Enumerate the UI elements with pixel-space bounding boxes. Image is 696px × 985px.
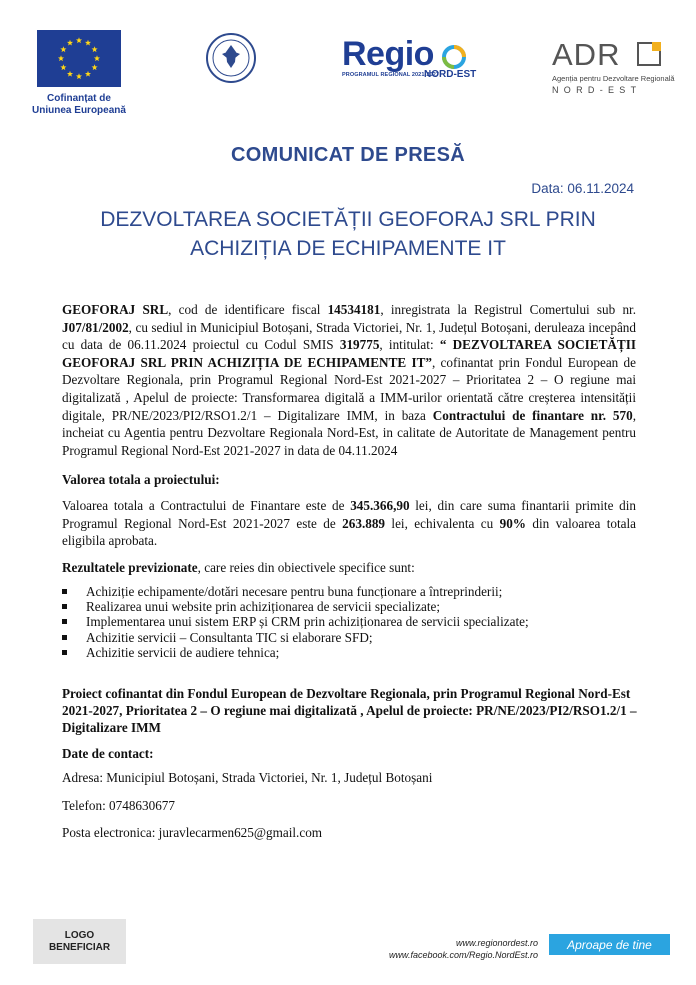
- footer-links: [389, 937, 538, 961]
- value-heading: Valorea totala a proiectului:: [62, 472, 220, 487]
- list-item: Achiziție echipamente/dotări necesare pentru buna funcționare a întreprinderii;: [62, 584, 642, 599]
- contact-phone: Telefon: 0748630677: [62, 798, 175, 813]
- regio-subtitle: PROGRAMUL REGIONAL 2021-2027: [342, 72, 440, 78]
- headline: DEZVOLTAREA SOCIETĂȚII GEOFORAJ SRL PRIN ACHIZIȚIA DE ECHIPAMENTE IT: [100, 208, 596, 260]
- intro-paragraph: GEOFORAJ SRL, cod de identificare fiscal 14534181, inregistrata la Registrul Comertului sub nr. J07/81/2002, cu sediul in Municipiul Botoșani, Strada Victoriei, Nr. 1, Județul Botoșani, deruleaza incepând cu data de 06.11.2024 proiectul cu Codul SMIS 319775, intitulat: “ DEZVOLTAREA SOCIETĂȚII GEOFORAJ SRL PRIN ACHIZIȚIA DE ECHIPAMENTE IT”, cofinantat prin Fondul European de Dezvoltare Regionala, prin Programul Regional Nord-Est 2021-2027 – Prioritatea 2 – O regiune mai digitalizată , Apelul de proiecte: Transformarea digitală a IMM-urilor orientată către creșterea intensității digitale, PR/NE/2023/PI2/RSO1.2/1 – Digitalizare IMM, in baza Contractului de finantare nr. 570, incheiat cu Agentia pentru Dezvoltare Regionala Nord-Est, in calitate de Autoritate de Management pentru Programul Regional Nord-Est 2021-2027 in data de 04.11.2024: [62, 302, 637, 458]
- list-item: Realizarea unui website prin achiziționarea de servicii specializate;: [62, 599, 642, 614]
- regio-o-icon: [441, 44, 467, 70]
- adr-nord-est: NORD-EST: [552, 85, 642, 95]
- page-title: COMUNICAT DE PRESĂ: [231, 144, 465, 166]
- contact-email[interactable]: Posta electronica: juravlecarmen625@gmail.com: [62, 825, 323, 840]
- regio-logo-word: Regio: [342, 35, 434, 73]
- funding-note: Proiect cofinantat din Fondul European de Dezvoltare Regionala, prin Programul Regional Nord-Est 2021-2027, Prioritatea 2 – O regiune mai digitalizată , Apelul de proiecte: PR/NE/2023/PI2/RSO1.2/1 – Digitalizare IMM: [62, 686, 637, 735]
- regio-nord-est: NORD-EST: [424, 69, 477, 80]
- eu-stars-icon: [37, 30, 121, 87]
- facebook-link[interactable]: www.facebook.com/Regio.NordEst.ro: [388, 950, 538, 960]
- eu-flag-logo: [37, 30, 121, 87]
- adr-logo-word: ADR: [552, 37, 621, 72]
- list-item: Implementarea unui sistem ERP și CRM prin achiziționarea de servicii specializate;: [62, 614, 642, 629]
- list-item: Achizitie servicii – Consultanta TIC si elaborare SFD;: [62, 630, 642, 645]
- adr-subtitle: Agenția pentru Dezvoltare Regională: [552, 74, 675, 83]
- eu-caption: Cofinanțat de Uniunea Europeană: [32, 93, 126, 116]
- results-list: [62, 584, 642, 660]
- press-date: Data: 06.11.2024: [531, 181, 634, 196]
- value-paragraph: Valoarea totala a Contractului de Finantare este de 345.366,90 lei, din care suma finantarii primite din Programul Regional Nord-Est 2021-2027 este de 263.889 lei, echivalenta cu 90% din valoarea totala eligibila aprobata.: [62, 498, 637, 549]
- contact-heading: Date de contact:: [62, 746, 154, 761]
- contact-address: Adresa: Municipiul Botoșani, Strada Victoriei, Nr. 1, Județul Botoșani: [62, 770, 433, 785]
- seal-icon: [205, 32, 257, 84]
- adr-square-icon: [637, 42, 661, 66]
- government-seal-logo: [205, 32, 257, 84]
- slogan-badge: Aproape de tine: [549, 934, 670, 955]
- beneficiary-logo-placeholder: LOGO BENEFICIAR: [33, 919, 126, 964]
- website-link[interactable]: www.regionordest.ro: [455, 938, 538, 948]
- results-lead: Rezultatele previzionate, care reies din obiectivele specifice sunt:: [62, 560, 415, 575]
- list-item: Achizitie servicii de audiere tehnica;: [62, 645, 642, 660]
